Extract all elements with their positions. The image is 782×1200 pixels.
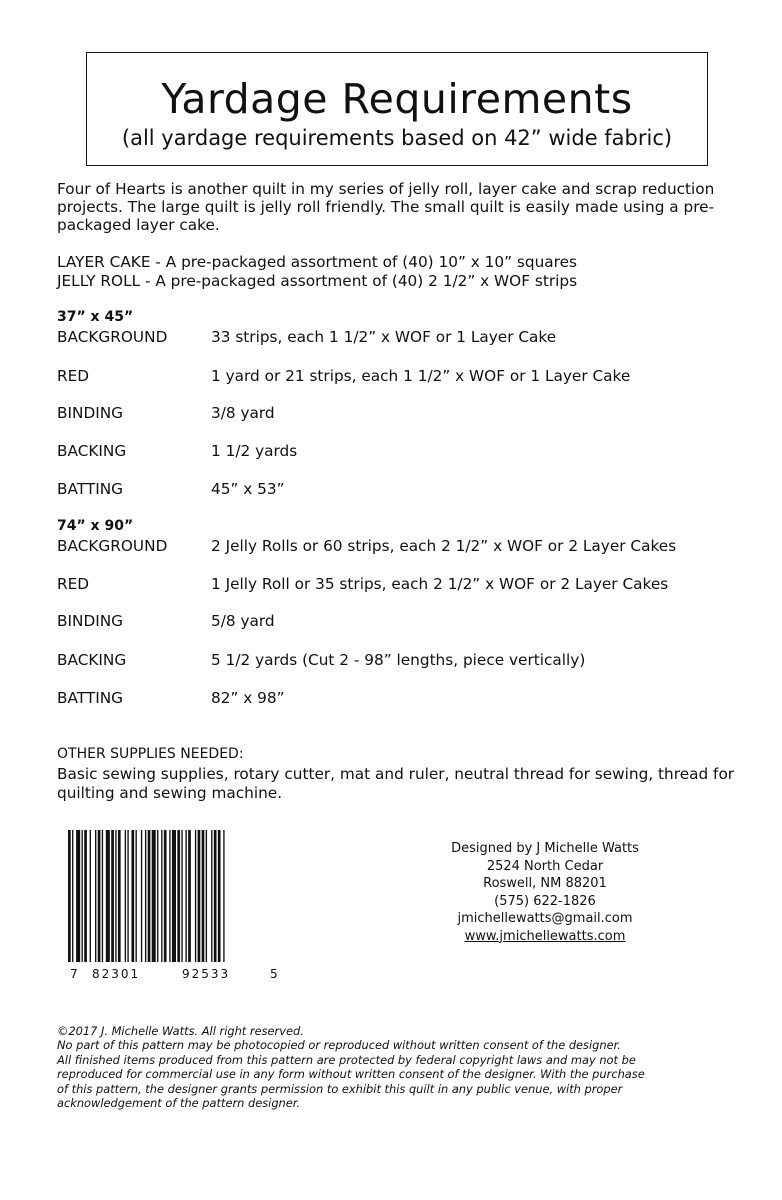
barcode-bar <box>95 830 96 962</box>
barcode-bar <box>82 830 83 962</box>
requirement-value: 2 Jelly Rolls or 60 strips, each 2 1/2” x WOF or 2 Layer Cakes <box>211 537 677 555</box>
phone-number: (575) 622-1826 <box>494 893 596 909</box>
barcode-bar <box>72 830 73 962</box>
requirement-row <box>57 575 668 594</box>
copyright-notice <box>57 1024 747 1110</box>
barcode-bar <box>181 830 182 962</box>
requirement-row <box>57 689 285 708</box>
page-subtitle: (all yardage requirements based on 42” wide fabric) <box>121 126 673 150</box>
barcode-bar <box>161 830 162 962</box>
requirement-label: BATTING <box>57 689 123 707</box>
requirement-value: 82” x 98” <box>211 689 285 707</box>
barcode-bar <box>115 830 116 962</box>
requirement-label: BACKGROUND <box>57 537 168 555</box>
barcode-lead-digit: 7 <box>70 967 78 981</box>
intro-paragraph <box>57 180 737 234</box>
legal-line: acknowledgement of the pattern designer. <box>57 1096 301 1111</box>
barcode-bar <box>206 830 207 962</box>
definitions <box>57 253 577 291</box>
barcode-bar <box>148 830 151 962</box>
barcode-bar <box>214 830 217 962</box>
requirement-row <box>57 328 556 347</box>
barcode-bar <box>195 830 196 962</box>
barcode-bar <box>211 830 212 962</box>
requirement-label: BACKING <box>57 651 127 669</box>
requirement-value: 3/8 yard <box>211 404 275 422</box>
requirement-label: BACKING <box>57 442 127 460</box>
size-heading-large: 74” x 90” <box>57 518 134 534</box>
barcode-check-digit: 5 <box>270 967 278 981</box>
legal-line: No part of this pattern may be photocopied or reproduced without written consent of the designer. <box>57 1038 621 1053</box>
requirement-value: 45” x 53” <box>211 480 285 498</box>
legal-line: of this pattern, the designer grants permission to exhibit this quilt in any public venue, with proper <box>57 1081 623 1096</box>
barcode-bar <box>76 830 80 962</box>
barcode-right-digits: 92533 <box>182 967 231 981</box>
barcode-bar <box>102 830 103 962</box>
requirement-row <box>57 442 297 461</box>
other-supplies-heading: OTHER SUPPLIES NEEDED: <box>57 746 244 762</box>
requirement-label: RED <box>57 367 90 385</box>
legal-line: reproduced for commercial use in any form without written consent of the designer. With the purchase <box>57 1067 645 1082</box>
requirement-row <box>57 404 275 423</box>
page-title: Yardage Requirements <box>161 75 633 123</box>
barcode-bar <box>218 830 221 962</box>
intro-text: Four of Hearts is another quilt in my series of jelly roll, layer cake and scrap reduction projects. The large quilt is jelly roll friendly. The small quilt is easily made using a pre-packaged layer cake. <box>57 180 715 234</box>
barcode-bar <box>106 830 110 962</box>
barcode-bar <box>164 830 167 962</box>
barcode-bar <box>98 830 101 962</box>
requirement-value: 1 Jelly Roll or 35 strips, each 2 1/2” x WOF or 2 Layer Cakes <box>211 575 669 593</box>
barcode-bar <box>223 830 224 962</box>
designer-name: Designed by J Michelle Watts <box>451 841 639 856</box>
size-heading-small: 37” x 45” <box>57 309 134 325</box>
requirement-label: BINDING <box>57 612 124 630</box>
barcode-bar <box>198 830 201 962</box>
barcode-bar <box>141 830 142 962</box>
requirement-value: 1 1/2 yards <box>211 442 298 460</box>
title-box <box>86 52 708 166</box>
barcode-bar <box>169 830 170 962</box>
barcode-bar <box>157 830 158 962</box>
barcode-bar <box>145 830 146 962</box>
requirement-label: BACKGROUND <box>57 328 168 346</box>
address-street: 2524 North Cedar <box>486 858 604 874</box>
requirement-row <box>57 367 630 386</box>
requirement-label: RED <box>57 575 90 593</box>
requirement-value: 33 strips, each 1 1/2” x WOF or 1 Layer Cake <box>211 328 557 346</box>
barcode-bar <box>188 830 191 962</box>
requirement-row <box>57 651 585 670</box>
barcode-bar <box>84 830 87 962</box>
barcode-bar <box>127 830 128 962</box>
address-city: Roswell, NM 88201 <box>483 876 607 891</box>
other-supplies-text: Basic sewing supplies, rotary cutter, mat and ruler, neutral thread for sewing, thread for quilting and sewing machine. <box>57 765 735 802</box>
barcode-bar <box>172 830 176 962</box>
requirement-label: BATTING <box>57 480 123 498</box>
requirement-value: 5 1/2 yards (Cut 2 - 98” lengths, piece vertically) <box>211 651 586 669</box>
barcode-bar <box>68 830 71 962</box>
barcode-image <box>68 830 278 962</box>
requirement-value: 1 yard or 21 strips, each 1 1/2” x WOF or 1 Layer Cake <box>211 367 631 385</box>
designer-contact <box>384 840 706 945</box>
barcode-left-digits: 82301 <box>92 967 141 981</box>
website-link[interactable]: www.jmichellewatts.com <box>464 928 626 944</box>
requirement-row <box>57 480 285 499</box>
barcode-bar <box>185 830 186 962</box>
barcode-bar <box>118 830 121 962</box>
barcode-bar <box>125 830 126 962</box>
barcode-bar <box>90 830 91 962</box>
requirement-row <box>57 612 275 631</box>
barcode-bar <box>152 830 156 962</box>
email-address: jmichellewatts@gmail.com <box>457 911 633 926</box>
requirement-value: 5/8 yard <box>211 612 275 630</box>
barcode-bar <box>111 830 114 962</box>
requirement-row <box>57 537 676 556</box>
barcode-bar <box>202 830 205 962</box>
legal-line: All finished items produced from this pattern are protected by federal copyright laws and may not be <box>57 1052 636 1067</box>
barcode-bar <box>177 830 180 962</box>
barcode-bar <box>136 830 137 962</box>
definition-jelly-roll: JELLY ROLL - A pre-packaged assortment of (40) 2 1/2” x WOF strips <box>57 272 578 290</box>
barcode-bar <box>131 830 134 962</box>
requirement-label: BINDING <box>57 404 124 422</box>
definition-layer-cake: LAYER CAKE - A pre-packaged assortment of (40) 10” x 10” squares <box>57 253 578 271</box>
legal-line: ©2017 J. Michelle Watts. All right reserved. <box>57 1024 304 1038</box>
